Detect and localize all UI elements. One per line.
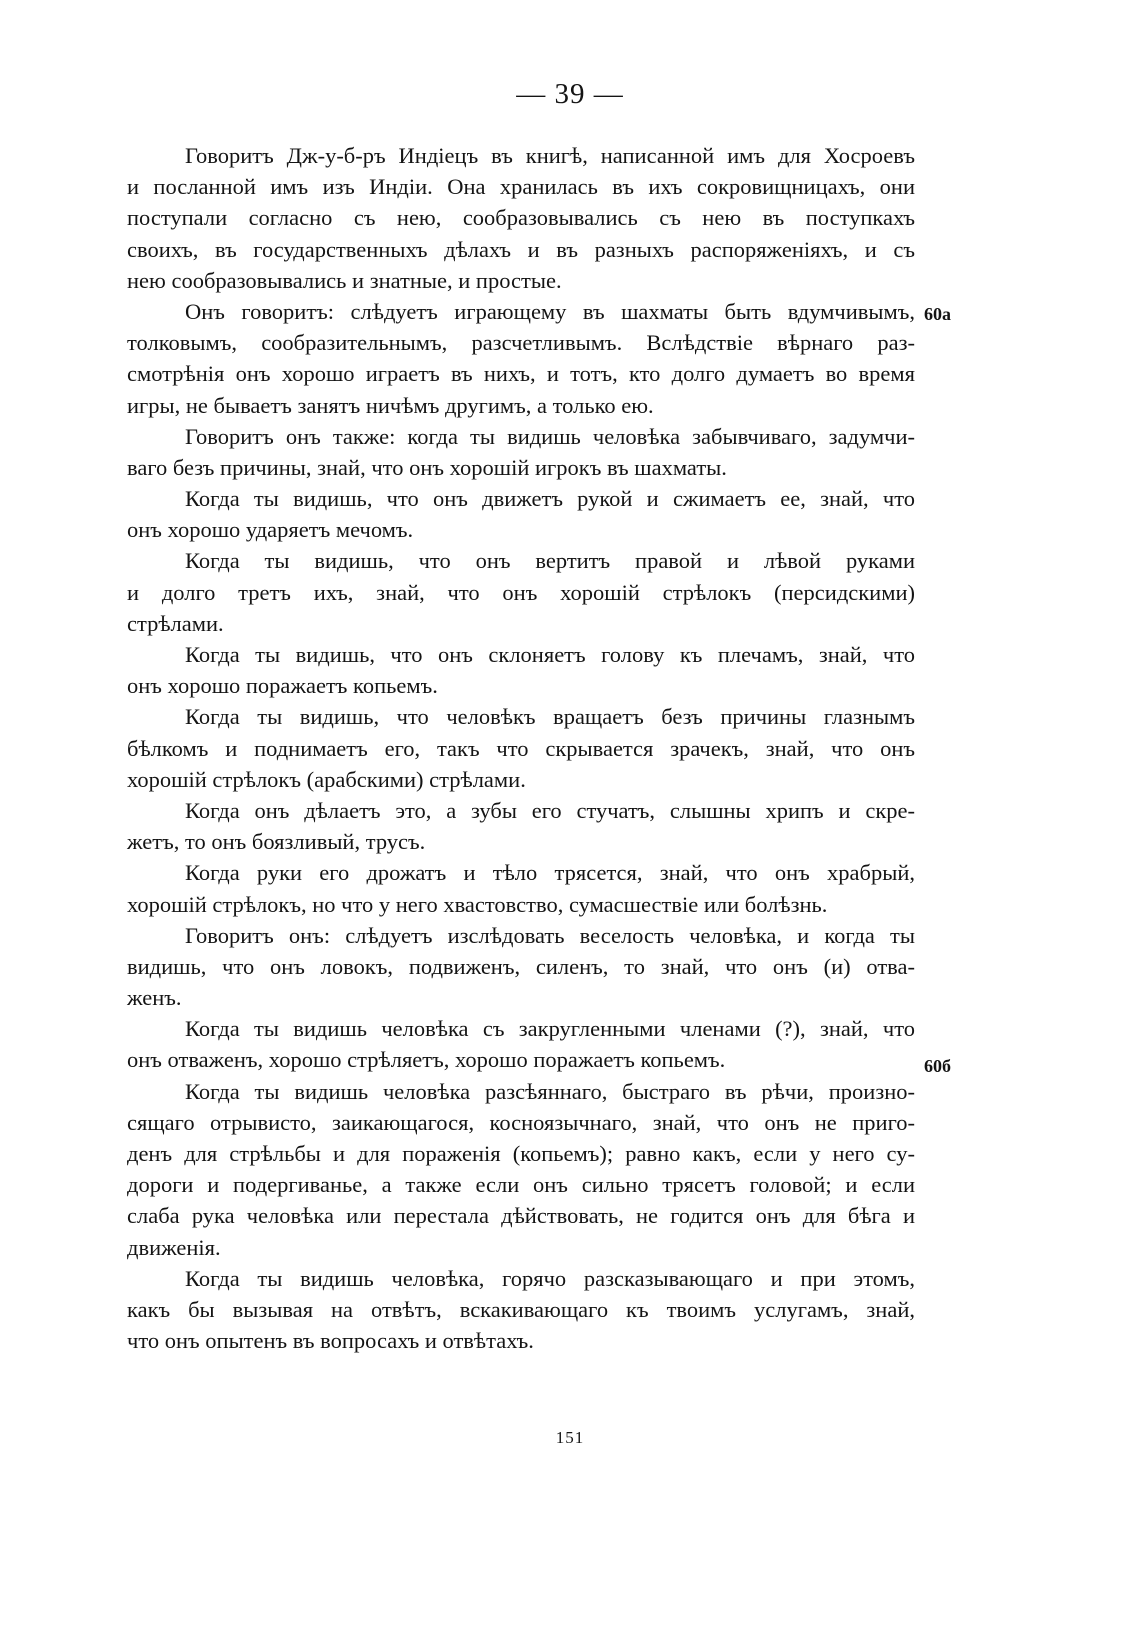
paragraph-line: Говоритъ онъ: слѣдуетъ изслѣдовать веселость человѣка, и когда ты: [185, 922, 915, 948]
paragraph-line: онъ хорошо ударяетъ мечомъ.: [127, 517, 414, 543]
paragraph-line: толковымъ, сообразительнымъ, разсчетливымъ. Вслѣдствіе вѣрнаго раз-: [127, 330, 915, 356]
paragraph-line: Когда ты видишь, что онъ склоняетъ голову къ плечамъ, знай, что: [185, 642, 915, 667]
paragraph-line: хорошій стрѣлокъ, но что у него хвастовство, сумасшествіе или болѣзнь.: [127, 891, 828, 917]
margin-note: 60б: [924, 1056, 951, 1076]
paragraph-line: стрѣлами.: [127, 610, 224, 636]
paragraph-line: поступали согласно съ нею, сообразовывались съ нею въ поступкахъ: [127, 205, 915, 231]
text-body: [127, 140, 915, 1356]
page-number: — 39 —: [516, 78, 624, 110]
paragraph-line: какъ бы вызывая на отвѣтъ, вскакивающаго къ твоимъ услугамъ, знай,: [127, 1296, 915, 1322]
paragraph-line: хорошій стрѣлокъ (арабскими) стрѣлами.: [127, 766, 526, 792]
paragraph-line: Когда ты видишь, что человѣкъ вращаетъ безъ причины глазнымъ: [185, 704, 915, 730]
paragraph-line: видишь, что онъ ловокъ, подвиженъ, силенъ, то знай, что онъ (и) отва-: [127, 953, 915, 979]
paragraph-line: смотрѣнія онъ хорошо играетъ въ нихъ, и тотъ, кто долго думаетъ во время: [127, 361, 915, 387]
paragraph-line: Говоритъ Дж-у-б-ръ Индіецъ въ книгѣ, написанной имъ для Хосроевъ: [185, 143, 915, 168]
paragraph-line: бѣлкомъ и поднимаетъ его, такъ что скрывается зрачекъ, знай, что онъ: [127, 735, 915, 761]
paragraph-line: Когда ты видишь, что онъ вертитъ правой и лѣвой руками: [185, 548, 915, 574]
paragraph-line: слаба рука человѣка или перестала дѣйствовать, не годится онъ для бѣга и: [127, 1203, 915, 1229]
paragraph-line: онъ отваженъ, хорошо стрѣляетъ, хорошо поражаетъ копьемъ.: [127, 1047, 726, 1073]
paragraph-line: Когда онъ дѣлаетъ это, а зубы его стучатъ, слышны хрипъ и скре-: [185, 797, 915, 823]
margin-note: 60a: [924, 304, 951, 324]
paragraph-line: женъ.: [127, 985, 182, 1011]
paragraph-line: нею сообразовывались и знатные, и простые.: [127, 267, 562, 293]
paragraph-line: сящаго отрывисто, заикающагося, косноязычнаго, знай, что онъ не приго-: [127, 1109, 915, 1135]
paragraph-line: ваго безъ причины, знай, что онъ хорошій игрокъ въ шахматы.: [127, 454, 727, 480]
paragraph-line: Когда ты видишь, что онъ движетъ рукой и сжимаетъ ее, знай, что: [185, 486, 915, 512]
paragraph-line: игры, не бываетъ занятъ ничѣмъ другимъ, а только ею.: [127, 392, 654, 418]
paragraph-line: Когда ты видишь человѣка съ закругленными членами (?), знай, что: [185, 1016, 915, 1042]
paragraph-line: движенія.: [127, 1234, 221, 1260]
paragraph-line: Говоритъ онъ также: когда ты видишь человѣка забывчиваго, задумчи-: [185, 423, 915, 449]
paragraph-line: денъ для стрѣльбы и для пораженія (копьемъ); равно какъ, если у него су-: [127, 1141, 915, 1166]
folio-number: 151: [555, 1428, 585, 1447]
paragraph-line: жетъ, то онъ боязливый, трусъ.: [127, 829, 426, 855]
paragraph-line: дороги и подергиванье, а также если онъ сильно трясетъ головой; и если: [127, 1172, 915, 1198]
paragraph-line: своихъ, въ государственныхъ дѣлахъ и въ разныхъ распоряженіяхъ, и съ: [127, 236, 915, 262]
paragraph-line: Когда руки его дрожатъ и тѣло трясется, знай, что онъ храбрый,: [185, 860, 915, 886]
paragraph-line: что онъ опытенъ въ вопросахъ и отвѣтахъ.: [127, 1328, 534, 1354]
paragraph-line: Когда ты видишь человѣка разсѣяннаго, быстраго въ рѣчи, произно-: [185, 1078, 915, 1104]
paragraph-line: и посланной имъ изъ Индіи. Она хранилась въ ихъ сокровищницахъ, они: [127, 174, 915, 200]
paragraph-line: Онъ говоритъ: слѣдуетъ играющему въ шахматы быть вдумчивымъ,: [185, 298, 915, 324]
paragraph-line: онъ хорошо поражаетъ копьемъ.: [127, 673, 438, 699]
paragraph-line: Когда ты видишь человѣка, горячо разсказывающаго и при этомъ,: [185, 1265, 915, 1291]
paragraph-line: и долго третъ ихъ, знай, что онъ хорошій стрѣлокъ (персидскими): [127, 579, 915, 605]
